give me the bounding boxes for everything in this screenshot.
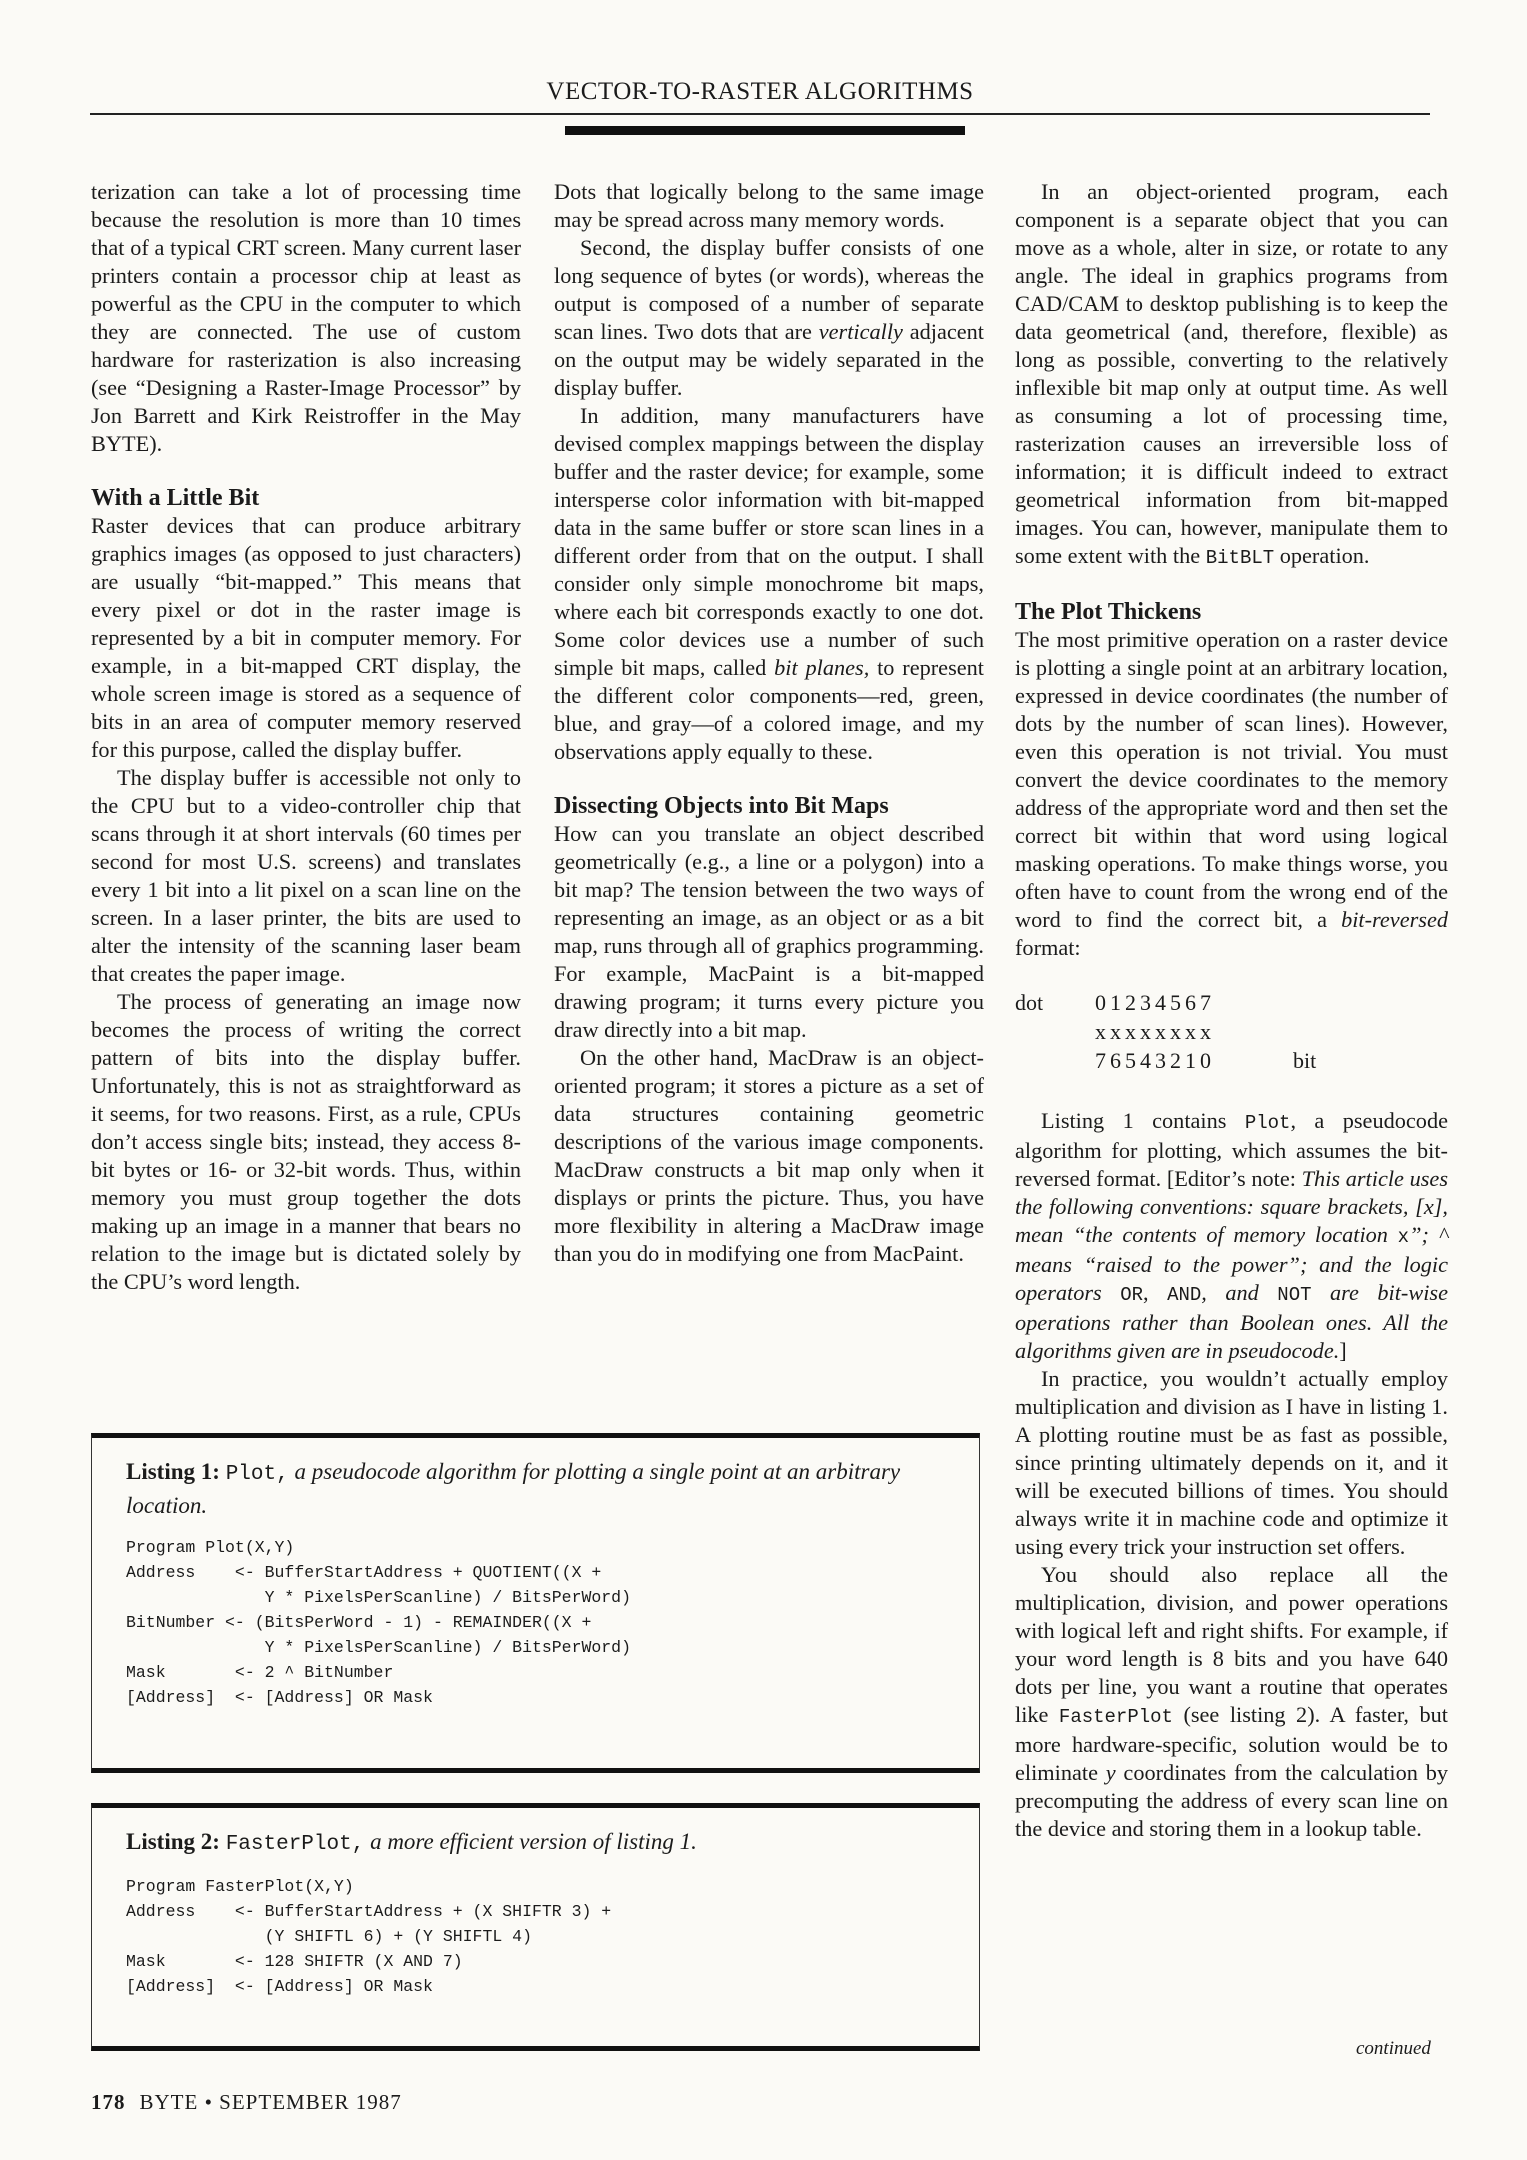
- paragraph: On the other hand, MacDraw is an object-oriented program; it stores a picture as a set of data structures containing geometric descriptions of the various image components. MacDraw constructs a bit map only when it displays or prints the picture. Thus, you have more flexibility in altering a MacDraw image than you do in modifying one from MacPaint.: [554, 1045, 984, 1266]
- paragraph: You should also replace all the multiplication, division, and power operations with logical left and right shifts. For example, if your word length is 8 bits and you have 640 dots per line, you want a routine that operates like FasterPlot (see listing 2). A faster, but more hardware-specific, solution would be to eliminate y coordinates from the calculation by precomputing the address of every scan line on the device and storing them in a lookup table.: [1015, 1562, 1448, 1841]
- listing-code: Program Plot(X,Y) Address <- BufferStartAddress + QUOTIENT((X + Y * PixelsPerScanline) / BitsPerWord) BitNumber <- (BitsPerWord - 1) - REMAINDER((X + Y * PixelsPerScanline) / BitsPerWord) Mask <- 2 ^ BitNumber [Address] <- [Address] OR Mask: [126, 1538, 631, 1707]
- paragraph: Listing 1 contains Plot, a pseudocode algorithm for plotting, which assumes the bit-reversed format. [Editor’s note: This article uses the following conventions: square brackets, [x], mean “the contents of memory location x”; ^ means “raised to the power”; and the logic operators OR, AND, and NOT are bit-wise operations rather than Boolean ones. All the algorithms given are in pseudocode.]: [1015, 1108, 1448, 1363]
- section-heading: With a Little Bit: [91, 485, 260, 511]
- paragraph: terization can take a lot of processing time because the resolution is more than 10 times that of a typical CRT screen. Many current laser printers contain a processor chip at least as powerful as the CPU in the computer to which they are connected. The use of custom hardware for rasterization is also increasing (see “Designing a Raster-Image Processor” by Jon Barrett and Kirk Reistroffer in the May BYTE).: [91, 179, 521, 456]
- bit-order-diagram: dot 01234567 xxxxxxxx 76543210 bit: [1015, 990, 1317, 1073]
- magazine-issue: BYTE • SEPTEMBER 1987: [139, 2090, 402, 2114]
- paragraph: The process of generating an image now becomes the process of writing the correct pattern of bits into the display buffer. Unfortunately, this is not as straightforward as it seems, for two reasons. First, as a rule, CPUs don’t access single bits; instead, they access 8-bit bytes or 16- or 32-bit words. Thus, within memory you must group together the dots making up an image in a manner that bears no relation to the image but is dictated solely by the CPU’s word length.: [91, 989, 521, 1294]
- paragraph: Second, the display buffer consists of one long sequence of bytes (or words), whereas the output is composed of a number of separate scan lines. Two dots that are vertically adjacent on the output may be widely separated in the display buffer.: [554, 235, 984, 400]
- header-bar: [565, 126, 965, 135]
- listing-caption: Listing 1: Plot, a pseudocode algorithm for plotting a single point at an arbitrary location.: [126, 1459, 901, 1518]
- listing-caption: Listing 2: FasterPlot, a more efficient version of listing 1.: [126, 1829, 697, 1856]
- column-2: [554, 178, 984, 1268]
- paragraph: Dots that logically belong to the same image may be spread across many memory words.: [554, 179, 984, 232]
- page-number: 178: [91, 2090, 126, 2114]
- section-heading: Dissecting Objects into Bit Maps: [554, 793, 889, 819]
- column-3: [1015, 178, 1448, 1843]
- header-rule: [90, 113, 1430, 115]
- paragraph: How can you translate an object described geometrically (e.g., a line or a polygon) into a bit map? The tension between the two ways of representing an image, as an object or as a bit map, runs through all of graphics programming. For example, MacPaint is a bit-mapped drawing program; it turns every picture you draw directly into a bit map.: [554, 821, 984, 1042]
- listing-code: Program FasterPlot(X,Y) Address <- BufferStartAddress + (X SHIFTR 3) + (Y SHIFTL 6) + (Y SHIFTL 4) Mask <- 128 SHIFTR (X AND 7) [Address] <- [Address] OR Mask: [126, 1877, 612, 1996]
- continued-label: continued: [1356, 2038, 1431, 2059]
- section-heading: The Plot Thickens: [1015, 599, 1202, 625]
- column-1: [91, 178, 521, 1296]
- listing-1-box: [91, 1433, 980, 1773]
- paragraph: In an object-oriented program, each component is a separate object that you can move as a whole, alter in size, or rotate to any angle. The ideal in graphics programs from CAD/CAM to desktop publishing is to keep the data geometrical (and, therefore, flexible) as long as possible, converting to the relatively inflexible bit map only at output time. As well as consuming a lot of processing time, rasterization causes an irreversible loss of information; it is difficult indeed to extract geometrical information from bit-mapped images. You can, however, manipulate them to some extent with the BitBLT operation.: [1015, 179, 1448, 569]
- page-footer: [91, 2090, 402, 2115]
- running-header: VECTOR-TO-RASTER ALGORITHMS: [546, 78, 974, 105]
- paragraph: The most primitive operation on a raster device is plotting a single point at an arbitrary location, expressed in device coordinates (the number of dots by the number of scan lines). However, even this operation is not trivial. You must convert the device coordinates to the memory address of the appropriate word and then set the correct bit within that word using logical masking operations. To make things worse, you often have to count from the wrong end of the word to find the correct bit, a bit-reversed format:: [1015, 627, 1448, 960]
- paragraph: Raster devices that can produce arbitrary graphics images (as opposed to just characters) are usually “bit-mapped.” This means that every pixel or dot in the raster image is represented by a bit in computer memory. For example, in a bit-mapped CRT display, the whole screen image is stored as a sequence of bits in an area of computer memory reserved for this purpose, called the display buffer.: [91, 513, 521, 762]
- paragraph: In practice, you wouldn’t actually employ multiplication and division as I have in listing 1. A plotting routine must be as fast as possible, since printing ultimately depends on it, and it will be executed billions of times. You should always write it in machine code and optimize it using every trick your instruction set offers.: [1015, 1366, 1448, 1559]
- listing-2-box: [91, 1803, 980, 2051]
- paragraph: In addition, many manufacturers have devised complex mappings between the display buffer and the raster device; for example, some intersperse color information with bit-mapped data in the same buffer or store scan lines in a different order from that on the output. I shall consider only simple monochrome bit maps, where each bit corresponds exactly to one dot. Some color devices use a number of such simple bit maps, called bit planes, to represent the different color components—red, green, blue, and gray—of a colored image, and my observations apply equally to these.: [554, 403, 984, 764]
- paragraph: The display buffer is accessible not only to the CPU but to a video-controller chip that scans through it at short intervals (60 times per second for most U.S. screens) and translates every 1 bit into a lit pixel on a scan line on the screen. In a laser printer, the bits are used to alter the intensity of the scanning laser beam that creates the paper image.: [91, 765, 521, 986]
